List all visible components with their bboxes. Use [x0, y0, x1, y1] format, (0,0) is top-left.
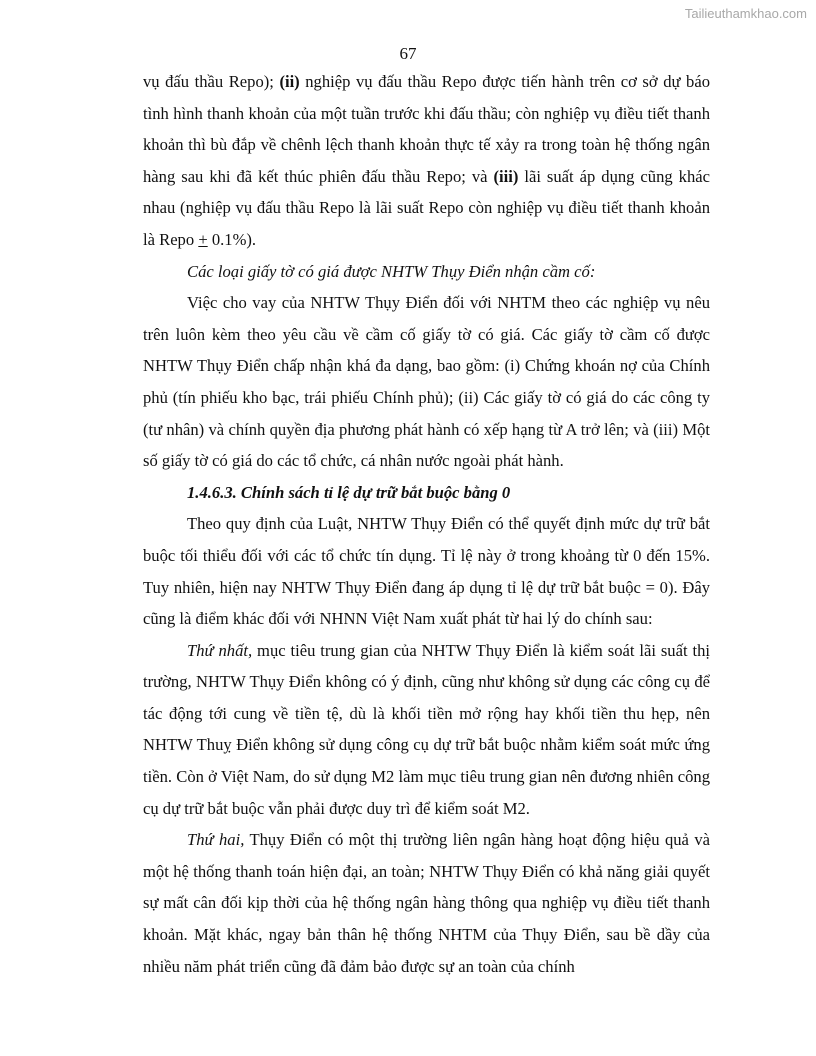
para1-bold-ii: (ii) — [279, 72, 300, 91]
para1-text-3: lãi suất áp dụng cũng khác nhau (nghiệp vụ đấu thầu Repo là lãi suất Repo còn nghiệp vụ điều tiết thanh khoản là Repo — [143, 166, 710, 249]
paragraph-second-reason — [143, 824, 710, 982]
second-reason-lead: Thứ hai, — [187, 830, 245, 850]
para1-text-2: nghiệp vụ đấu thầu Repo được tiến hành trên cơ sở dự báo tình hình thanh khoản của một tuần trước khi đấu thầu; còn nghiệp vụ điều tiết thanh khoản thì bù đắp về chênh lệch thanh khoản thực tế xảy ra trong toàn hệ thống ngân hàng sau khi đã kết thúc phiên đấu thầu Repo; và — [143, 72, 710, 186]
second-reason-text: Thụy Điển có một thị trường liên ngân hàng hoạt động hiệu quả và một hệ thống thanh toán hiện đại, an toàn; NHTW Thụy Điển có khả năng giải quyết sự mất cân đối kịp thời của hệ thống ngân hàng thông qua nghiệp vụ điều tiết thanh khoản. Mặt khác, ngay bản thân hệ thống NHTM của Thụy Điển, sau bề dầy của nhiều năm phát triển cũng đã đảm bảo được sự an toàn của chính — [143, 830, 711, 976]
plus-minus-symbol: + — [198, 229, 208, 249]
paragraph-collateral: Việc cho vay của NHTW Thụy Điển đối với NHTM theo các nghiệp vụ nêu trên luôn kèm theo yêu cầu về cầm cố giấy tờ có giá. Các giấy tờ cầm cố được NHTW Thụy Điển chấp nhận khá đa dạng, bao gồm: (i) Chứng khoán nợ của Chính phủ (tín phiếu kho bạc, trái phiếu Chính phủ); (ii) Các giấy tờ có giá do các công ty (tư nhân) và chính quyền địa phương phát hành có xếp hạng từ A trở lên; và (iii) Một số giấy tờ có giá do các tổ chức, cá nhân nước ngoài phát hành. — [143, 293, 710, 471]
first-reason-text: mục tiêu trung gian của NHTW Thụy Điển là kiểm soát lãi suất thị trường, NHTW Thụy Điển không có ý định, cũng như không sử dụng các công cụ để tác động tới cung về tiền tệ, dù là khối tiền mở rộng hay khối tiền thu hẹp, nên NHTW Thuỵ Điển không sử dụng công cụ dự trữ bắt buộc nhằm kiểm soát mức ứng tiền. Còn ở Việt Nam, do sử dụng M2 làm mục tiêu trung gian nên đương nhiên công cụ dự trữ bắt buộc vẫn phải được duy trì để kiểm soát M2. — [143, 640, 711, 818]
paragraph-continued — [143, 66, 710, 256]
paragraph-reserve-ratio: Theo quy định của Luật, NHTW Thụy Điển có thể quyết định mức dự trữ bắt buộc tối thiểu đối với các tổ chức tín dụng. Tỉ lệ này ở trong khoảng từ 0 đến 15%. Tuy nhiên, hiện nay NHTW Thụy Điển đang áp dụng tỉ lệ dự trữ bắt buộc = 0). Đây cũng là điểm khác đối với NHNN Việt Nam xuất phát từ hai lý do chính sau: — [143, 514, 710, 629]
watermark: Tailieuthamkhao.com — [684, 6, 807, 21]
para1-text-1: vụ đấu thầu Repo); — [143, 72, 280, 91]
subheading-collateral: Các loại giấy tờ có giá được NHTW Thụy Điển nhận cầm cố: — [187, 261, 596, 281]
first-reason-lead: Thứ nhất, — [187, 640, 253, 660]
page-number: 67 — [399, 44, 417, 63]
para1-text-4: 0.1%). — [207, 229, 257, 249]
document-body — [143, 66, 710, 982]
para1-bold-iii: (iii) — [493, 166, 519, 186]
paragraph-first-reason — [143, 635, 710, 825]
section-heading: 1.4.6.3. Chính sách tỉ lệ dự trữ bắt buộc bằng 0 — [187, 482, 511, 502]
